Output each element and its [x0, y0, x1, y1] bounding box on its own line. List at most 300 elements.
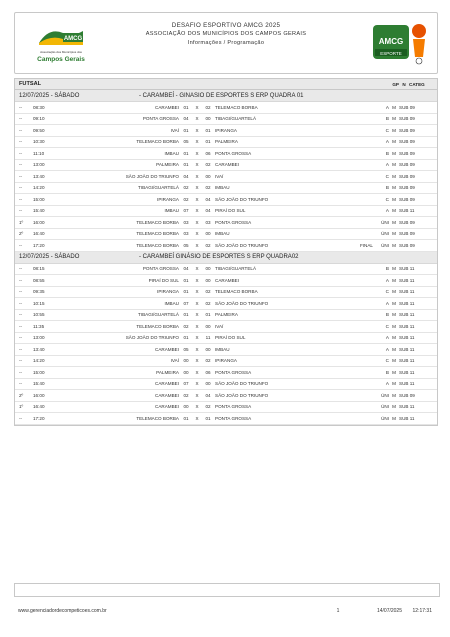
away-team: PALMEIRA [215, 139, 238, 145]
game-gender: M [392, 266, 396, 272]
day-venue: - CARAMBEÍ - GINASIO DE ESPORTES S ERP QUADRA 01 [139, 92, 304, 99]
game-group: A [385, 335, 389, 341]
home-team: CARAMBEI [155, 381, 179, 387]
away-team: SÃO JOÃO DO TRIUNFO [215, 381, 269, 387]
game-mark: -- [19, 335, 23, 341]
away-team: CARAMBEI [215, 162, 239, 168]
game-group: B [385, 185, 389, 191]
game-row [15, 356, 437, 368]
game-category: SUB 11 [399, 323, 415, 329]
game-gender: M [392, 196, 396, 202]
home-team: PALMEIRA [156, 162, 179, 168]
report-title: DESAFIO ESPORTIVO AMCG 2025 [171, 22, 281, 29]
amcg-logo-graphic [33, 19, 89, 67]
game-mark: -- [19, 346, 23, 352]
vs-separator: X [195, 139, 199, 145]
game-time: 15:40 [33, 381, 45, 387]
away-score: 00 [205, 266, 211, 272]
home-team: CARAMBEI [155, 104, 179, 110]
game-time: 14:20 [33, 358, 45, 364]
amcg-logo [33, 19, 89, 67]
away-team: SÃO JOÃO DO TRIUNFO [215, 392, 269, 398]
home-team: CARAMBEI [155, 346, 179, 352]
game-mark: -- [19, 139, 23, 145]
game-time: 09:35 [33, 289, 45, 295]
vs-separator: X [195, 289, 199, 295]
home-team: IPIRANGA [157, 289, 179, 295]
vs-separator: X [195, 162, 199, 168]
game-time: 15:00 [33, 196, 45, 202]
home-score: 07 [183, 208, 189, 214]
game-category: SUB 11 [399, 358, 415, 364]
away-score: 06 [205, 150, 211, 156]
game-mark: -- [19, 277, 23, 283]
away-team: SÃO JOÃO DO TRIUNFO [215, 300, 269, 306]
home-team: CARAMBEI [155, 404, 179, 410]
game-row [15, 413, 437, 425]
away-team: CARAMBEI [215, 277, 239, 283]
game-gender: M [392, 173, 396, 179]
home-score: 01 [183, 277, 189, 283]
svg-text:AMCG: AMCG [63, 36, 83, 42]
game-category: SUB 09 [399, 196, 415, 202]
away-score: 02 [205, 289, 211, 295]
away-team: IMBAU [215, 185, 230, 191]
home-score: 02 [183, 196, 189, 202]
game-time: 11:35 [33, 323, 45, 329]
game-category: SUB 11 [399, 335, 415, 341]
game-group: B [385, 266, 389, 272]
game-time: 16:40 [33, 404, 45, 410]
game-row [15, 125, 437, 137]
game-group: ÚNI [381, 231, 389, 237]
game-gender: M [392, 139, 396, 145]
away-team: IVAÍ [215, 323, 224, 329]
game-group: C [385, 289, 389, 295]
game-mark: -- [19, 116, 23, 122]
game-group: C [385, 323, 389, 329]
game-time: 11:10 [33, 150, 45, 156]
away-score: 11 [205, 335, 211, 341]
game-category: SUB 09 [399, 392, 415, 398]
game-group: ÚNI [381, 404, 389, 410]
away-score: 04 [205, 196, 211, 202]
game-time: 15:40 [33, 208, 45, 214]
game-category: SUB 11 [399, 369, 415, 375]
game-gender: M [392, 162, 396, 168]
away-team: PIRAÍ DO SUL [215, 335, 246, 341]
game-time: 15:00 [33, 369, 45, 375]
home-score: 05 [183, 139, 189, 145]
away-team: PONTA GROSSA [215, 369, 252, 375]
game-category: SUB 09 [399, 173, 415, 179]
vs-separator: X [195, 127, 199, 133]
away-score: 02 [205, 300, 211, 306]
game-time: 08:15 [33, 266, 45, 272]
game-group: A [385, 208, 389, 214]
vs-separator: X [195, 208, 199, 214]
home-score: 07 [183, 381, 189, 387]
game-category: SUB 11 [399, 208, 415, 214]
game-gender: M [392, 404, 396, 410]
game-gender: M [392, 231, 396, 237]
game-group: A [385, 381, 389, 387]
away-score: 02 [205, 104, 211, 110]
away-team: PONTA GROSSA [215, 150, 252, 156]
day-date: 12/07/2025 - SÁBADO [19, 92, 80, 99]
game-category: SUB 11 [399, 381, 415, 387]
game-mark: 1º [19, 404, 24, 410]
home-score: 03 [183, 219, 189, 225]
vs-separator: X [195, 242, 199, 248]
game-mark: -- [19, 242, 23, 248]
game-gender: M [392, 185, 396, 191]
col-gp: GP [392, 81, 399, 87]
report-header [14, 12, 438, 74]
game-group: C [385, 358, 389, 364]
game-group: B [385, 369, 389, 375]
home-team: PALMEIRA [156, 369, 179, 375]
game-row [15, 160, 437, 172]
away-score: 00 [205, 116, 211, 122]
game-category: SUB 09 [399, 104, 415, 110]
away-score: 01 [205, 127, 211, 133]
game-time: 13:00 [33, 162, 45, 168]
game-group: A [385, 104, 389, 110]
away-team: TELEMACO BORBA [215, 104, 258, 110]
game-row [15, 217, 437, 229]
away-team: IMBAU [215, 231, 230, 237]
vs-separator: X [195, 104, 199, 110]
home-score: 04 [183, 173, 189, 179]
away-team: PONTA GROSSA [215, 415, 252, 421]
game-category: SUB 11 [399, 404, 415, 410]
game-note: FINAL [359, 242, 373, 248]
game-time: 13:00 [33, 335, 45, 341]
game-gender: M [392, 392, 396, 398]
game-mark: -- [19, 312, 23, 318]
game-gender: M [392, 104, 396, 110]
vs-separator: X [195, 312, 199, 318]
away-score: 00 [205, 173, 211, 179]
home-score: 00 [183, 369, 189, 375]
game-row [15, 102, 437, 114]
game-group: A [385, 162, 389, 168]
game-mark: -- [19, 266, 23, 272]
game-group: ÚNI [381, 415, 389, 421]
away-score: 00 [205, 381, 211, 387]
away-score: 02 [205, 242, 211, 248]
game-time: 10:15 [33, 300, 45, 306]
away-score: 02 [205, 185, 211, 191]
away-score: 01 [205, 415, 211, 421]
vs-separator: X [195, 277, 199, 283]
game-mark: -- [19, 104, 23, 110]
svg-text:ESPORTE: ESPORTE [380, 51, 402, 56]
game-time: 10:30 [33, 139, 45, 145]
game-gender: M [392, 312, 396, 318]
away-team: TIBAGI/GUARTELÁ [215, 266, 257, 272]
home-team: TELEMACO BORBA [136, 323, 179, 329]
home-score: 03 [183, 231, 189, 237]
game-category: SUB 09 [399, 231, 415, 237]
game-gender: M [392, 369, 396, 375]
game-mark: -- [19, 150, 23, 156]
game-time: 17:20 [33, 242, 45, 248]
vs-separator: X [195, 346, 199, 352]
game-row [15, 264, 437, 276]
game-category: SUB 09 [399, 242, 415, 248]
game-category: SUB 09 [399, 127, 415, 133]
game-row [15, 390, 437, 402]
home-score: 01 [183, 415, 189, 421]
vs-separator: X [195, 335, 199, 341]
report-page [14, 12, 438, 426]
game-gender: M [392, 208, 396, 214]
day-date: 12/07/2025 - SÁBADO [19, 254, 80, 260]
home-team: IMBAU [164, 150, 179, 156]
vs-separator: X [195, 323, 199, 329]
game-row [15, 229, 437, 241]
home-score: 05 [183, 242, 189, 248]
page-number: 1 [336, 608, 340, 614]
home-score: 04 [183, 266, 189, 272]
home-team: IVAÍ [170, 358, 179, 364]
game-time: 09:50 [33, 127, 45, 133]
away-score: 01 [205, 312, 211, 318]
vs-separator: X [195, 185, 199, 191]
game-category: SUB 11 [399, 289, 415, 295]
game-gender: M [392, 219, 396, 225]
home-score: 02 [183, 185, 189, 191]
game-category: SUB 09 [399, 185, 415, 191]
vs-separator: X [195, 266, 199, 272]
game-row [15, 321, 437, 333]
game-time: 16:00 [33, 392, 45, 398]
game-category: SUB 09 [399, 219, 415, 225]
report-subtitle: ASSOCIAÇÃO DOS MUNICÍPIOS DOS CAMPOS GERAIS [145, 31, 307, 37]
game-gender: M [392, 300, 396, 306]
away-team: TELEMACO BORBA [215, 289, 258, 295]
home-team: SÃO JOÃO DO TRIUNFO [125, 173, 179, 179]
game-time: 08:30 [33, 104, 45, 110]
svg-text:Campos Gerais: Campos Gerais [37, 56, 85, 63]
game-row [15, 148, 437, 160]
game-time: 16:00 [33, 219, 45, 225]
day-venue: - CARAMBEÍ GINÁSIO DE ESPORTES S ERP QUADRA02 [139, 254, 299, 260]
game-gender: M [392, 335, 396, 341]
home-team: IMBAU [164, 208, 179, 214]
away-team: PALMEIRA [215, 312, 238, 318]
home-team: CARAMBEI [155, 392, 179, 398]
home-team: IPIRANGA [157, 196, 179, 202]
game-category: SUB 11 [399, 415, 415, 421]
print-time: 12:17:31 [412, 608, 432, 614]
home-team: TELEMACO BORBA [136, 242, 179, 248]
game-gender: M [392, 346, 396, 352]
game-row [15, 344, 437, 356]
day-list [15, 90, 437, 425]
home-team: TIBAGI/GUARTELÁ [137, 185, 179, 191]
game-row [15, 171, 437, 183]
print-date: 14/07/2025 [376, 608, 402, 614]
away-score: 04 [205, 208, 211, 214]
home-score: 00 [183, 404, 189, 410]
game-gender: M [392, 358, 396, 364]
game-group: A [385, 139, 389, 145]
game-mark: -- [19, 323, 23, 329]
away-score: 02 [205, 404, 211, 410]
away-team: IMBAU [215, 346, 230, 352]
game-group: A [385, 277, 389, 283]
game-group: B [385, 150, 389, 156]
game-category: SUB 09 [399, 162, 415, 168]
game-gender: M [392, 323, 396, 329]
game-gender: M [392, 289, 396, 295]
amcg-esporte-logo-graphic [371, 17, 431, 67]
game-gender: M [392, 381, 396, 387]
game-row [15, 402, 437, 414]
game-time: 14:20 [33, 185, 45, 191]
home-team: TELEMACO BORBA [136, 139, 179, 145]
away-team: IVAÍ [215, 173, 224, 179]
sport-name: FUTSAL [19, 81, 42, 87]
vs-separator: X [195, 415, 199, 421]
game-mark: 2º [19, 392, 24, 398]
game-gender: M [392, 277, 396, 283]
home-score: 01 [183, 312, 189, 318]
game-time: 13:40 [33, 173, 45, 179]
vs-separator: X [195, 150, 199, 156]
home-score: 04 [183, 116, 189, 122]
game-category: SUB 11 [399, 346, 415, 352]
page-footer [18, 608, 432, 614]
away-score: 02 [205, 358, 211, 364]
game-gender: M [392, 242, 396, 248]
game-group: C [385, 173, 389, 179]
game-row [15, 206, 437, 218]
game-mark: -- [19, 162, 23, 168]
home-score: 05 [183, 346, 189, 352]
vs-separator: X [195, 173, 199, 179]
home-team: IVAÍ [170, 127, 179, 133]
game-time: 17:20 [33, 415, 45, 421]
game-group: A [385, 300, 389, 306]
game-category: SUB 09 [399, 150, 415, 156]
game-row [15, 287, 437, 299]
report-section: Informações / Programação [187, 40, 265, 46]
game-gender: M [392, 150, 396, 156]
game-mark: 2º [19, 231, 24, 237]
away-score: 00 [205, 231, 211, 237]
away-score: 00 [205, 323, 211, 329]
away-team: IPIRANGA [215, 127, 237, 133]
header-text [105, 21, 347, 48]
footer-url[interactable]: www.gerenciadordecompeticoes.com.br [18, 608, 107, 614]
away-team: IPIRANGA [215, 358, 237, 364]
game-row [15, 240, 437, 252]
home-score: 02 [183, 392, 189, 398]
home-team: TELEMACO BORBA [136, 231, 179, 237]
sport-header [15, 79, 437, 90]
svg-text:Associação dos Municípios dos: Associação dos Municípios dos [40, 50, 82, 54]
vs-separator: X [195, 381, 199, 387]
home-team: TELEMACO BORBA [136, 219, 179, 225]
away-score: 01 [205, 139, 211, 145]
vs-separator: X [195, 358, 199, 364]
game-time: 08:55 [33, 277, 45, 283]
amcg-esporte-logo [371, 17, 431, 67]
game-mark: -- [19, 415, 23, 421]
vs-separator: X [195, 369, 199, 375]
game-gender: M [392, 116, 396, 122]
home-score: 01 [183, 162, 189, 168]
home-score: 01 [183, 289, 189, 295]
game-group: C [385, 127, 389, 133]
home-team: IMBAU [164, 300, 179, 306]
home-score: 01 [183, 150, 189, 156]
col-cat: CATEG [409, 81, 425, 87]
away-team: PIRAÍ DO SUL [215, 208, 246, 214]
game-mark: -- [19, 127, 23, 133]
vs-separator: X [195, 231, 199, 237]
game-row [15, 310, 437, 322]
vs-separator: X [195, 392, 199, 398]
away-team: TIBAGI/GUARTELÁ [215, 116, 257, 122]
home-score: 02 [183, 323, 189, 329]
game-time: 16:40 [33, 231, 45, 237]
game-group: ÚNI [381, 219, 389, 225]
game-row [15, 137, 437, 149]
away-team: SÃO JOÃO DO TRIUNFO [215, 242, 269, 248]
game-row [15, 298, 437, 310]
game-category: SUB 09 [399, 139, 415, 145]
game-mark: -- [19, 381, 23, 387]
game-category: SUB 11 [399, 277, 415, 283]
game-mark: -- [19, 185, 23, 191]
game-group: C [385, 196, 389, 202]
vs-separator: X [195, 196, 199, 202]
schedule-box [14, 78, 438, 426]
vs-separator: X [195, 116, 199, 122]
home-team: PONTA GROSSA [142, 116, 179, 122]
home-team: TELEMACO BORBA [136, 415, 179, 421]
home-score: 01 [183, 335, 189, 341]
away-score: 02 [205, 162, 211, 168]
game-mark: -- [19, 300, 23, 306]
game-mark: -- [19, 208, 23, 214]
game-time: 10:55 [33, 312, 45, 318]
away-team: PONTA GROSSA [215, 219, 252, 225]
game-row [15, 379, 437, 391]
home-team: PIRAÍ DO SUL [148, 277, 179, 283]
game-group: A [385, 346, 389, 352]
home-score: 07 [183, 300, 189, 306]
game-row [15, 114, 437, 126]
vs-separator: X [195, 300, 199, 306]
away-score: 06 [205, 369, 211, 375]
home-score: 01 [183, 104, 189, 110]
game-mark: 1º [19, 219, 24, 225]
col-n: N [402, 81, 406, 87]
away-team: PONTA GROSSA [215, 404, 252, 410]
game-mark: -- [19, 196, 23, 202]
game-row [15, 275, 437, 287]
game-category: SUB 11 [399, 266, 415, 272]
notes-box [14, 583, 440, 597]
game-gender: M [392, 127, 396, 133]
game-group: B [385, 116, 389, 122]
